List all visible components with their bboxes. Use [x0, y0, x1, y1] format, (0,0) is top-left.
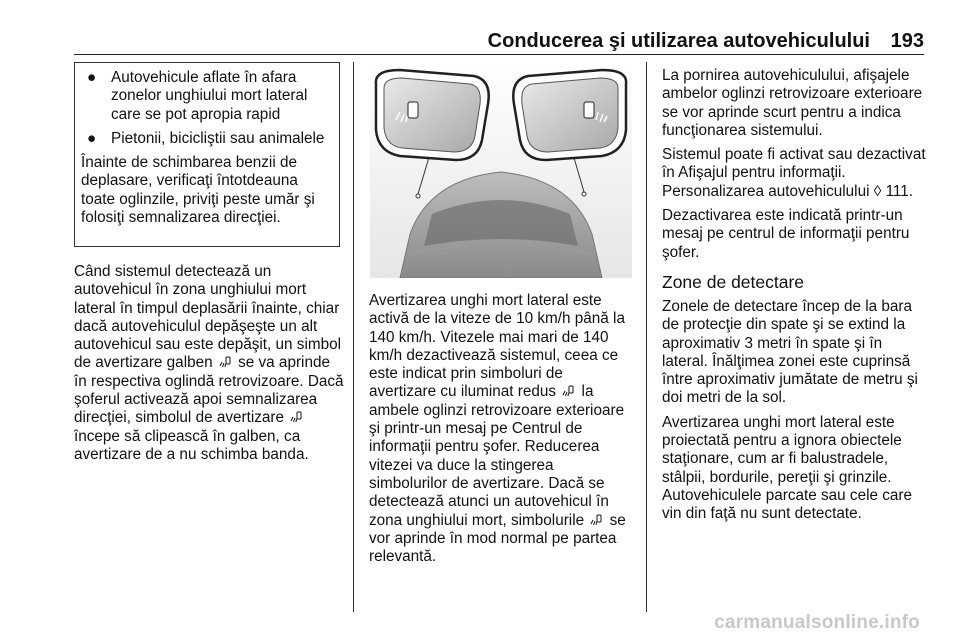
paragraph-text: se va aprinde în respectiva oglindă retrovizoare. Dacă şoferul activează apoi semnalizarea direcţiei, simbolul de avertizare [74, 354, 344, 427]
blind-spot-warning-icon [290, 411, 303, 423]
column-divider-1 [353, 62, 354, 612]
watermark: carmanualsonline.info [714, 612, 920, 633]
bullet-item [81, 130, 333, 148]
header-rule [74, 54, 924, 55]
paragraph: Avertizarea unghi mort lateral este proiectată pentru a ignora obiectele staţionare, cum ar fi balustradele, stâlpii, bordurile, pereţii şi grinzile. Autovehiculele parcate sau cele care vin din faţă nu sunt detectate. [662, 413, 913, 523]
column-divider-2 [646, 62, 647, 612]
bullet-dot: ● [87, 129, 97, 147]
paragraph-text: la ambele oglinzi retrovizoare exterioare şi printr-un mesaj pe Centrul de informaţii pentru şofer. Reducerea vitezei va duce la stingerea simbolurilor de avertizare. Dacă se detectează atunci un autovehicul în zona unghiului mort, simbolurile [369, 383, 625, 529]
caution-notebox [74, 62, 340, 247]
blind-spot-warning-icon [590, 514, 603, 526]
paragraph: La pornirea autovehiculului, afişajele ambelor oglinzi retrovizoare exterioare se vor aprinde scurt pentru a indica funcţionarea sistemului. [662, 67, 923, 139]
mirror-illustration [370, 64, 632, 278]
column-2-body [369, 292, 634, 566]
bullet-text: Pietonii, bicicliştii sau animalele [111, 129, 325, 147]
paragraph: Dezactivarea este indicată printr-un mesaj pe centrul de informaţii pentru şofer. [662, 207, 910, 261]
section-heading: Zone de detectare [662, 271, 805, 292]
header-title: Conducerea şi utilizarea autovehiculului [487, 30, 870, 52]
paragraph-text: Când sistemul detectează un autovehicul în zona unghiului mort lateral în timpul deplasării înainte, chiar dacă autovehiculul depăşeşte un alt autovehicul sau este depăşit, un simbol de avertizare galben [74, 263, 342, 372]
bullet-text: Autovehicule aflate în afara zonelor unghiului mort lateral care se pot apropia rapid [111, 69, 308, 123]
paragraph [74, 263, 344, 464]
blind-spot-warning-icon [562, 385, 575, 397]
paragraph: Zonele de detectare încep de la bara de protecţie din spate şi se extind la aproximativ 3 metri în spate şi în lateral. Înălţimea zonei este cuprinsă între aproximativ jumătate de metru şi doi metri de la sol. [662, 297, 918, 407]
page-reference-arrow-icon: ◊ [873, 182, 882, 200]
paragraph [662, 146, 928, 201]
column-1-body [74, 263, 344, 464]
notebox-note: Înainte de schimbarea benzii de deplasare, verificaţi întotdeauna toate oglinzile, priviţi peste umăr şi folosiţi semnalizarea direcţiei. [81, 154, 315, 227]
blind-spot-warning-icon [219, 356, 232, 368]
paragraph-text: Sistemul poate fi activat sau dezactivat în Afişajul pentru informaţii. Personalizarea autovehiculului [662, 146, 926, 200]
paragraph-text: se vor aprinde în mod normal pe partea relevantă. [369, 511, 626, 566]
bullet-item [81, 69, 333, 124]
paragraph-text: Avertizarea unghi mort lateral este activă de la viteze de 10 km/h până la 140 km/h. Vitezele mai mari de 140 km/h dezactivează sistemul, ceea ce este indicat prin simboluri de avertizare cu iluminat redus [369, 292, 625, 401]
page-number: 193 [890, 30, 924, 52]
page-reference[interactable]: 111. [885, 182, 914, 200]
column-3-body [662, 67, 928, 524]
paragraph [369, 292, 634, 566]
bullet-dot: ● [87, 69, 97, 86]
paragraph-text: începe să clipească în galben, ca avertizare de a nu schimba banda. [74, 427, 309, 463]
